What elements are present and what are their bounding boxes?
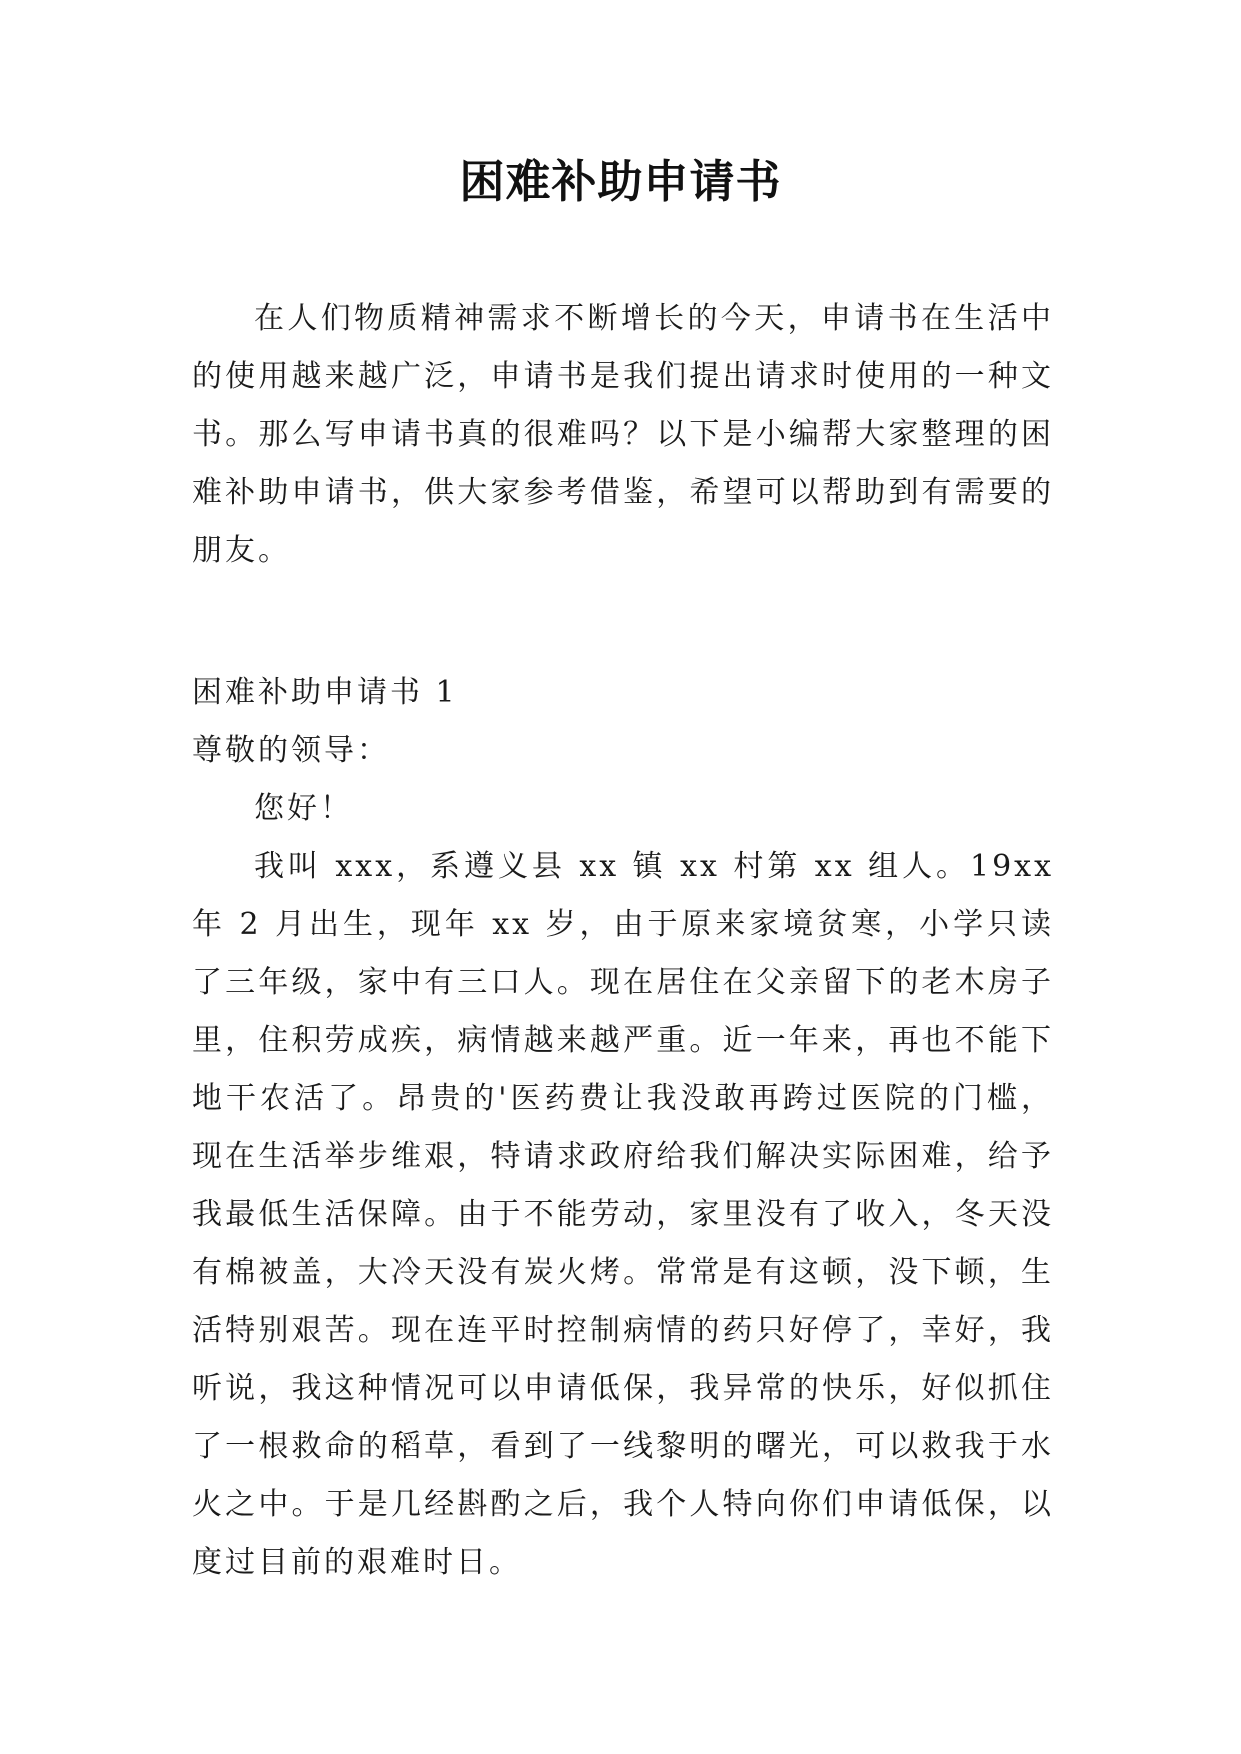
greeting: 您好！ <box>254 791 353 826</box>
section-heading: 困难补助申请书 1 <box>192 675 458 710</box>
document-title: 困难补助申请书 <box>459 155 782 208</box>
letter-body-paragraph: 我叫 xxx，系遵义县 xx 镇 xx 村第 xx 组人。19xx 年 2 月出生，现年 xx 岁，由于原来家境贫寒，小学只读了三年级，家中有三口人。现在居住在父亲留下的老木房子里，住积劳成疾，病情越来越严重。近一年来，再也不能下地干农活了。昂贵的'医药费让我没敢再跨过医院的门槛，现在生活举步维艰，特请求政府给我们解决实际困难，给予我最低生活保障。由于不能劳动，家里没有了收入，冬天没有棉被盖，大冷天没有炭火烤。常常是有这顿，没下顿，生活特别艰苦。现在连平时控制病情的药只好停了，幸好，我听说，我这种情况可以申请低保，我异常的快乐，好似抓住了一根救命的稻草，看到了一线黎明的曙光，可以救我于水火之中。于是几经斟酌之后，我个人特向你们申请低保，以度过目前的艰难时日。 <box>192 849 1054 1580</box>
paragraph-gap <box>192 580 1054 664</box>
salutation: 尊敬的领导： <box>192 733 390 768</box>
intro-paragraph: 在人们物质精神需求不断增长的今天，申请书在生活中的使用越来越广泛，申请书是我们提出请求时使用的一种文书。那么写申请书真的很难吗？以下是小编帮大家整理的困难补助申请书，供大家参考借鉴，希望可以帮助到有需要的朋友。 <box>192 301 1054 568</box>
document-body <box>192 290 1054 1592</box>
